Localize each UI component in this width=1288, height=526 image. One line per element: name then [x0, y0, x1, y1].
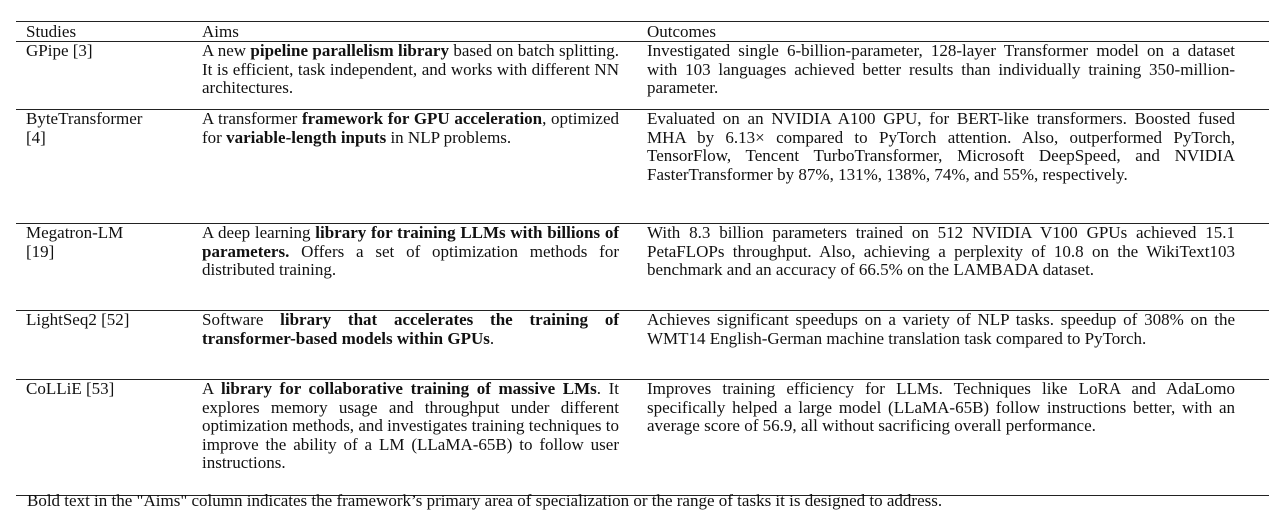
table-footnote: Bold text in the "Aims" column indicates the framework’s primary area of specialization or the range of tasks it is designed to address. [27, 491, 943, 510]
study-name-line: LightSeq2 [52] [26, 310, 130, 329]
aims-cell [202, 110, 619, 147]
table-header [16, 21, 1269, 42]
outcomes-cell: Achieves significant speedups on a variety of NLP tasks. speedup of 308% on the WMT14 English-German machine translation task compared to PyTorch. [647, 310, 1235, 348]
aims-text: . [489, 328, 495, 348]
study-cell [26, 311, 186, 330]
study-cell [26, 224, 186, 261]
header-aims: Aims [202, 22, 239, 41]
table-row [16, 380, 1269, 496]
outcomes-cell: With 8.3 billion parameters trained on 512 NVIDIA V100 GPUs achieved 15.1 PetaFLOPs throughput. Also, achieving a perplexity of 10.8 on the WikiText103 benchmark and an accuracy of 66.5% on the LAMBADA dataset. [647, 223, 1235, 279]
study-cell [26, 380, 186, 399]
aims-bold-text: library for training LLMs with billions of parameters. [202, 223, 619, 261]
study-cell [26, 42, 186, 61]
outcomes-cell: Investigated single 6-billion-parameter, 128-layer Transformer model on a dataset with 103 languages achieved better results than individually training 350-million-parameter. [647, 41, 1235, 97]
study-name-line: Megatron-LM [26, 223, 124, 242]
study-cell [26, 110, 186, 147]
header-outcomes: Outcomes [647, 22, 716, 41]
aims-text: . It explores memory usage and throughput under different optimization methods, and investigates training techniques to improve the ability of a LM (LLaMA-65B) to follow user instructions. [202, 379, 620, 472]
aims-bold-text: variable-length inputs [226, 127, 387, 147]
aims-text: based on batch splitting. It is efficient, task independent, and works with different NN architectures. [202, 41, 619, 97]
aims-cell [202, 224, 619, 280]
aims-cell [202, 311, 619, 348]
study-name-line: [4] [26, 127, 46, 147]
aims-text: A new [202, 41, 251, 60]
aims-text: A transformer [202, 109, 302, 128]
outcomes-cell: Improves training efficiency for LLMs. Techniques like LoRA and AdaLomo specifically helped a large model (LLaMA-65B) follow instructions better, with an average score of 56.9, all without sacrificing overall performance. [647, 379, 1235, 435]
aims-bold-text: library for collaborative training of massive LMs [220, 379, 597, 398]
study-name-line: [19] [26, 241, 55, 261]
aims-bold-text: framework for GPU acceleration [301, 109, 543, 128]
outcomes-cell: Evaluated on an NVIDIA A100 GPU, for BERT-like transformers. Boosted fused MHA by 6.13× compared to PyTorch attention. Also, outperformed PyTorch, TensorFlow, Tencent TurboTransformer, Microsoft DeepSpeed, and NVIDIA FasterTransformer by 87%, 131%, 138%, 74%, and 55%, respectively. [647, 109, 1235, 184]
table-row [16, 110, 1269, 224]
aims-bold-text: pipeline parallelism library [250, 41, 449, 60]
aims-cell [202, 380, 619, 473]
aims-text: Software [202, 310, 281, 329]
aims-text: , optimized for [202, 109, 620, 147]
aims-cell [202, 42, 619, 98]
study-name-line: GPipe [3] [26, 41, 93, 60]
comparison-table [16, 21, 1269, 496]
aims-text: A [202, 379, 221, 398]
table-row [16, 311, 1269, 380]
header-studies: Studies [26, 22, 77, 41]
study-name-line: ByteTransformer [26, 109, 143, 128]
aims-text: Offers a set of optimization methods for distributed training. [202, 241, 619, 279]
aims-text: in NLP problems. [386, 127, 512, 147]
aims-bold-text: library that accelerates the training of transformer-based models within GPUs [202, 310, 619, 348]
aims-text: A deep learning [202, 223, 316, 242]
table-row [16, 42, 1269, 110]
study-name-line: CoLLiE [53] [26, 379, 115, 398]
table-row [16, 224, 1269, 311]
